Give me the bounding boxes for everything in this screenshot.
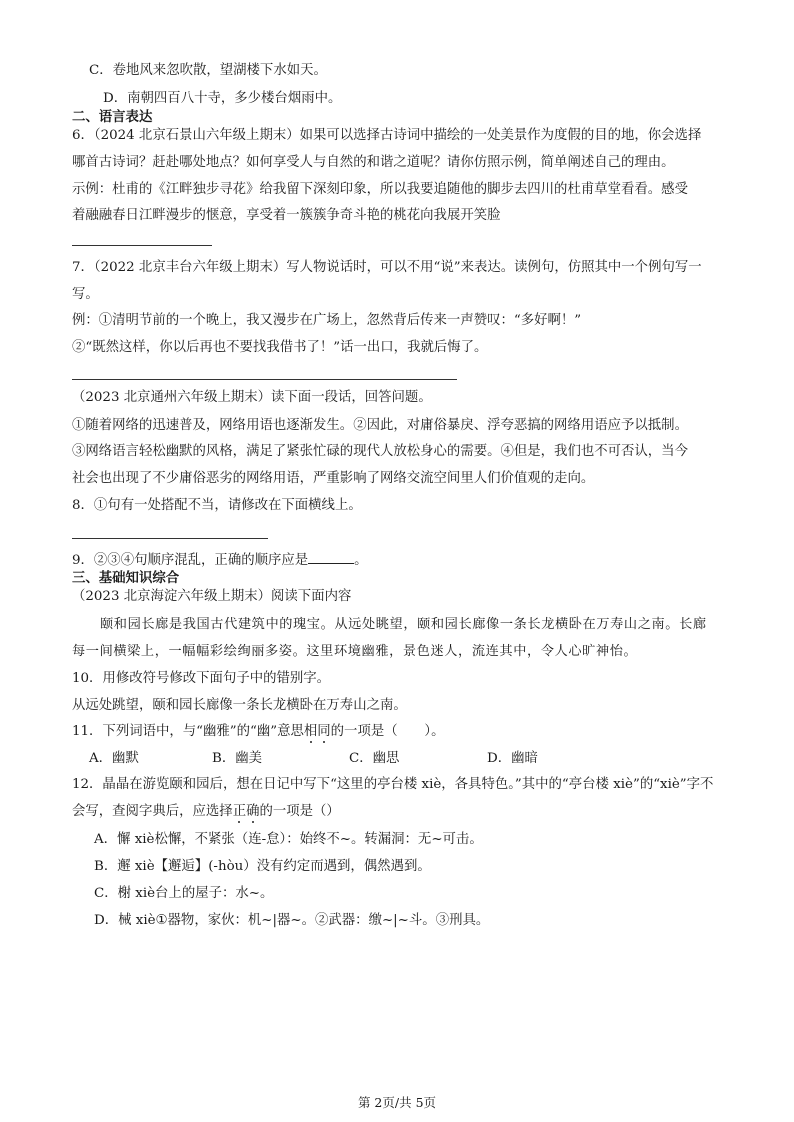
- q7-line1: 7．（2022 北京丰台六年级上期末）写人物说话时，可以不用“说”来表达。读例句，仿照其中一个例句写一: [72, 260, 702, 275]
- section-title-basic-knowledge: 三、基础知识综合: [72, 570, 180, 586]
- q10-sentence: 从远处跳望，颐和园长廊像一条长龙横卧在万寿山之南。: [72, 698, 407, 713]
- q9-answer-blank[interactable]: [308, 550, 354, 564]
- emphasis-dot-char: 相: [303, 724, 318, 739]
- emphasis-dot-char: 正: [232, 804, 247, 819]
- q12-option-d[interactable]: D．械 xiè①器物，家伙：机~|器~。②武器：缴~|~斗。③刑具。: [94, 913, 490, 928]
- q11-prompt: 11．下列词语中，与“幽雅”的“幽”意思相同的一项是（ ）。: [72, 724, 445, 739]
- q6-example-line2: 着融融春日江畔漫步的惬意，享受着一簇簇争奇斗艳的桃花向我展开笑脸: [72, 208, 501, 223]
- section3-source: （2023 北京海淀六年级上期末）阅读下面内容: [72, 589, 352, 604]
- q12-option-b[interactable]: B．邂 xiè【邂逅】(-hòu）没有约定而遇到，偶然遇到。: [94, 859, 431, 874]
- q7-example2: ②“既然这样，你以后再也不要找我借书了！”话一出口，我就后悔了。: [72, 340, 488, 355]
- q6-line2: 哪首古诗词？赶赴哪处地点？如何享受人与自然的和谐之道呢？请你仿照示例，简单阐述自己的理由。: [72, 155, 675, 170]
- emphasis-dot-char: 确: [246, 804, 260, 819]
- q11-option-c[interactable]: C．幽思: [349, 751, 400, 766]
- q8-prompt: 8．①句有一处搭配不当，请修改在下面横线上。: [72, 498, 362, 513]
- q7-line2: 写。: [72, 287, 99, 302]
- q10-prompt: 10．用修改符号修改下面句子中的错别字。: [72, 671, 331, 686]
- section-title-language-expression: 二、语言表达: [72, 109, 153, 125]
- q12-line1: 12．晶晶在游览颐和园后，想在日记中写下“这里的亭台楼 xiè，各具特色。”其中的“亭台楼 xiè”的“xiè”字不: [72, 777, 714, 792]
- passage-line2: ③网络语言轻松幽默的风格，满足了紧张忙碌的现代人放松身心的需要。④但是，我们也不可否认，当今: [72, 444, 688, 459]
- q9-prefix: 9．②③④句顺序混乱，正确的顺序应是: [72, 553, 309, 568]
- q12-option-c[interactable]: C．榭 xiè台上的屋子：水~。: [94, 886, 274, 901]
- passage-line3: 社会也出现了不少庸俗恶劣的网络用语，严重影响了网络交流空间里人们价值观的走向。: [72, 471, 595, 486]
- option-d: D．南朝四百八十寺，多少楼台烟雨中。: [103, 91, 342, 106]
- q7-example1: 例：①清明节前的一个晚上，我又漫步在广场上，忽然背后传来一声赞叹：“多好啊！”: [72, 313, 582, 328]
- q11-option-a[interactable]: A．幽默: [89, 751, 139, 766]
- passage-line1: ①随着网络的迅速普及，网络用语也逐渐发生。②因此，对庸俗暴戾、浮夸恶搞的网络用语应予以抵制。: [72, 418, 688, 433]
- q6-example-line1: 示例：杜甫的《江畔独步寻花》给我留下深刻印象，所以我要追随他的脚步去四川的杜甫草堂看看。感受: [72, 182, 688, 197]
- emphasis-dot-char: 同: [317, 724, 331, 739]
- page-number: 第 2页/共 5页: [357, 1095, 437, 1110]
- q12-line2: 会写，查阅字典后，应选择正确的一项是（）: [72, 804, 340, 819]
- summer-palace-passage-line2: 每一间横梁上，一幅幅彩绘绚丽多姿。这里环境幽雅，景色迷人，流连其中，令人心旷神怡。: [72, 644, 638, 659]
- summer-palace-passage-line1: 颐和园长廊是我国古代建筑中的瑰宝。从远处眺望，颐和园长廊像一条长龙横卧在万寿山之南。长廊: [100, 617, 707, 632]
- q8-answer-line[interactable]: [72, 538, 268, 539]
- passage-source: （2023 北京通州六年级上期末）读下面一段话，回答问题。: [72, 390, 432, 405]
- q11-option-d[interactable]: D．幽暗: [487, 751, 538, 766]
- q11-option-b[interactable]: B．幽美: [212, 751, 263, 766]
- q9-prompt: [72, 550, 368, 570]
- q9-suffix: 。: [354, 553, 368, 568]
- q6-line1: 6．（2024 北京石景山六年级上期末）如果可以选择古诗词中描绘的一处美景作为度假的目的地，你会选择: [72, 128, 702, 143]
- q6-answer-line[interactable]: [72, 245, 212, 246]
- q12-option-a[interactable]: A．懈 xiè松懈，不紧张（连-怠）：始终不~。转漏洞：无~可击。: [94, 832, 483, 847]
- option-c: C．卷地风来忽吹散，望湖楼下水如天。: [89, 63, 327, 78]
- q7-answer-line[interactable]: [72, 379, 457, 380]
